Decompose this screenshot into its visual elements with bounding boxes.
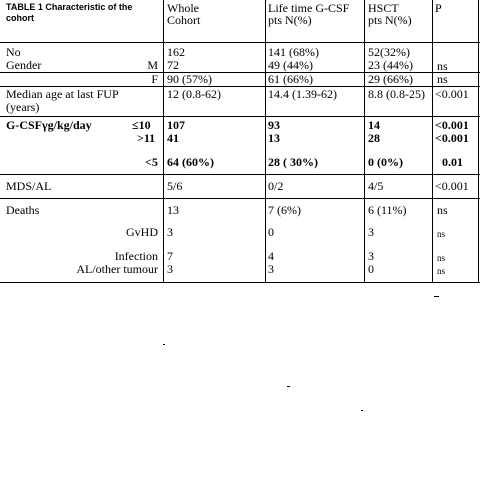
row-label-mds-al: MDS/AL: [6, 179, 52, 193]
cell-m-whole: 72: [167, 58, 179, 72]
row-label-gender: Gender: [6, 58, 42, 72]
cell-m-p: ns: [437, 59, 448, 73]
cell-f-hsct: 29 (66%): [368, 72, 413, 86]
cell-le10-whole: 107: [167, 118, 185, 132]
cell-le10-hsct: 14: [368, 118, 380, 132]
cell-deaths-p: ns: [437, 203, 448, 217]
speck-2: [163, 344, 165, 345]
cell-deaths-whole: 13: [167, 203, 179, 217]
row-sublabel-m: M: [147, 58, 158, 72]
row-label-no: No: [6, 45, 21, 59]
cell-lt5-p: 0.01: [442, 155, 463, 169]
header-hsct-line2: pts N(%): [368, 13, 412, 27]
cell-infection-life: 4: [268, 249, 274, 263]
cell-al-other-p: ns: [437, 266, 446, 276]
cell-f-life: 61 (66%): [268, 72, 313, 86]
table-caption-line2: cohort: [6, 13, 34, 23]
header-whole-cohort-line2: Cohort: [167, 13, 201, 27]
cell-median-hsct: 8.8 (0.8-25): [368, 87, 425, 101]
cell-infection-p: ns: [437, 253, 446, 263]
cell-al-other-whole: 3: [167, 262, 173, 276]
row-label-gcsf: G-CSFγg/kg/day: [6, 118, 92, 132]
cell-infection-hsct: 3: [368, 249, 374, 263]
cell-f-p: ns: [437, 72, 448, 86]
header-life-time-gcsf: Life time G-CSF: [268, 1, 350, 15]
cell-infection-whole: 7: [167, 249, 173, 263]
cell-mds-hsct: 4/5: [368, 179, 384, 193]
header-whole-cohort: Whole: [167, 1, 199, 15]
cell-gvhd-p: ns: [437, 229, 446, 239]
cell-le10-p: <0.001: [435, 118, 469, 132]
cell-gt11-life: 13: [268, 131, 280, 145]
row-label-gvhd: GvHD: [126, 225, 158, 239]
cell-lt5-whole: 64 (60%): [167, 155, 214, 169]
cell-gvhd-life: 0: [268, 225, 274, 239]
row-sublabel-gt11: >11: [137, 131, 156, 145]
table-caption: TABLE 1 Characteristic of the: [6, 2, 133, 12]
cell-median-p: <0.001: [435, 87, 469, 101]
row-label-deaths: Deaths: [6, 203, 40, 217]
speck-4: [361, 410, 363, 411]
cell-le10-life: 93: [268, 118, 280, 132]
row-label-median-age-line2: (years): [6, 100, 40, 114]
cell-gt11-hsct: 28: [368, 131, 380, 145]
header-hsct: HSCT: [368, 1, 399, 15]
cell-median-life: 14.4 (1.39-62): [268, 87, 337, 101]
cell-mds-life: 0/2: [268, 179, 284, 193]
cell-m-hsct: 23 (44%): [368, 58, 413, 72]
cell-no-hsct: 52(32%): [368, 45, 410, 59]
cell-m-life: 49 (44%): [268, 58, 313, 72]
cell-al-other-life: 3: [268, 262, 274, 276]
cell-gvhd-whole: 3: [167, 225, 173, 239]
speck-3: [287, 386, 290, 387]
row-divider-gcsf: [0, 174, 480, 175]
cell-lt5-life: 28 ( 30%): [268, 155, 318, 169]
cell-lt5-hsct: 0 (0%): [368, 155, 403, 169]
cell-gt11-whole: 41: [167, 131, 179, 145]
row-label-infection: Infection: [114, 249, 158, 263]
row-sublabel-le10: ≤10: [132, 118, 151, 132]
cell-no-whole: 162: [167, 45, 185, 59]
row-divider-header: [0, 42, 480, 43]
cell-median-whole: 12 (0.8-62): [167, 87, 221, 101]
row-divider-deaths: [0, 282, 480, 283]
cell-deaths-life: 7 (6%): [268, 203, 301, 217]
speck-1: [434, 296, 439, 297]
cell-mds-p: <0.001: [435, 179, 469, 193]
cell-f-whole: 90 (57%): [167, 72, 212, 86]
row-label-al-other-tumour: AL/other tumour: [76, 262, 158, 276]
cell-no-life: 141 (68%): [268, 45, 319, 59]
cell-deaths-hsct: 6 (11%): [368, 203, 407, 217]
header-life-time-gcsf-line2: pts N(%): [268, 13, 312, 27]
cell-mds-whole: 5/6: [167, 179, 183, 193]
row-divider-mds: [0, 198, 480, 199]
cell-gvhd-hsct: 3: [368, 225, 374, 239]
cell-al-other-hsct: 0: [368, 262, 374, 276]
row-divider-median: [0, 116, 480, 117]
row-sublabel-f: F: [151, 72, 158, 86]
header-p: P: [435, 1, 442, 15]
row-label-median-age: Median age at last FUP: [6, 87, 119, 101]
cell-gt11-p: <0.001: [435, 131, 469, 145]
row-sublabel-lt5: <5: [145, 155, 158, 169]
